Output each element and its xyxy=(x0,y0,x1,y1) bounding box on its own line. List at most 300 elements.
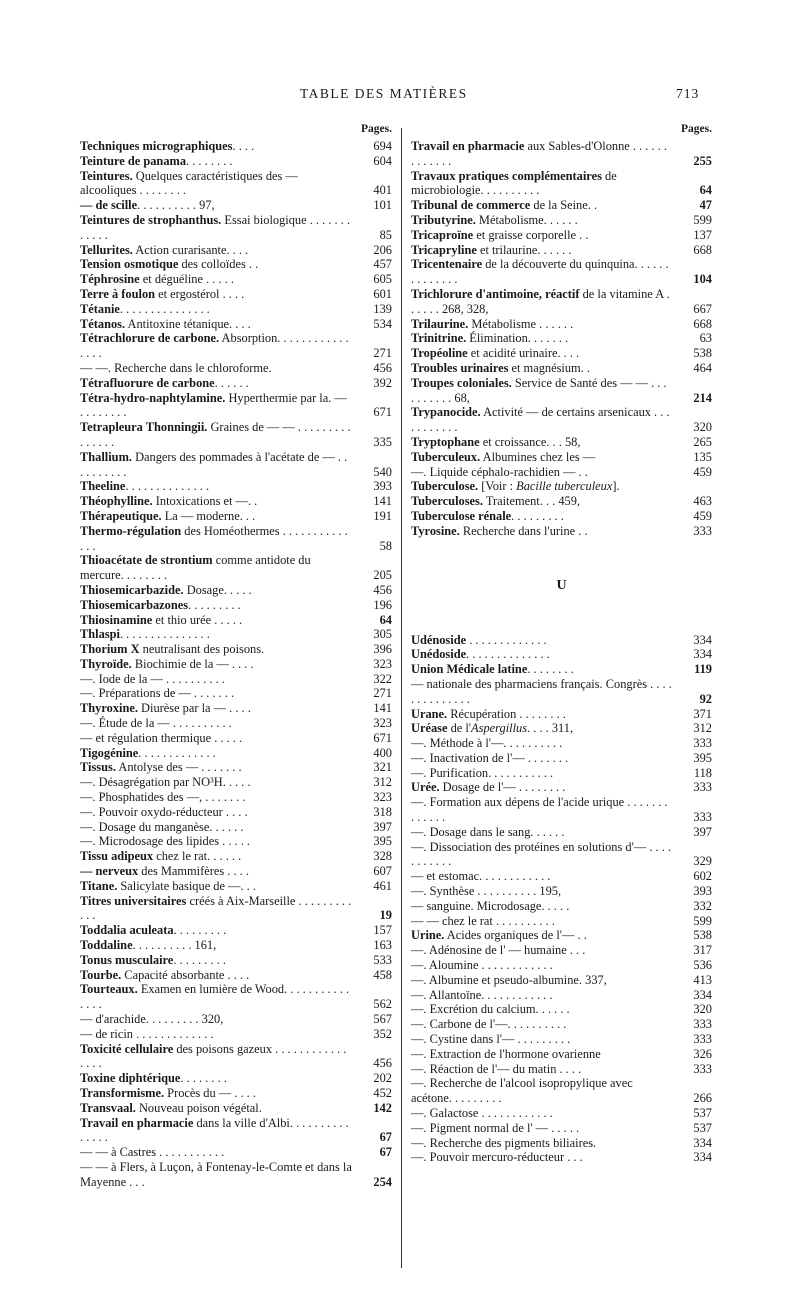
entry-pages: 135 xyxy=(693,449,712,464)
entry-text: [Voir : xyxy=(478,479,517,494)
entry-text: . . . . . . . . . . 161, xyxy=(132,938,217,953)
entry-pages: 607 xyxy=(373,864,392,879)
entry-text: et croissance. . . 58, xyxy=(479,434,581,449)
index-entry xyxy=(80,376,392,391)
entry-pages: 85 xyxy=(379,227,392,242)
entry-pages: 395 xyxy=(373,834,392,849)
entry-heading: Trinitrine. xyxy=(411,331,467,346)
entry-pages: 333 xyxy=(693,736,712,751)
index-entry xyxy=(80,627,392,642)
entry-pages: 671 xyxy=(373,730,392,745)
entry-text: Antolyse des — . . . . . . . xyxy=(115,760,242,775)
running-title: TABLE DES MATIÈRES xyxy=(300,86,468,101)
entry-heading: Tellurites. xyxy=(80,242,133,257)
index-entry xyxy=(411,721,712,736)
entry-text: Action curarisante. . . . xyxy=(132,242,249,257)
index-entry xyxy=(80,213,392,243)
entry-text: — — à Castres . . . . . . . . . . . xyxy=(80,1145,225,1160)
entry-pages: 312 xyxy=(373,775,392,790)
entry-pages: 214 xyxy=(693,390,712,405)
index-entry xyxy=(411,346,712,361)
entry-heading: Tétrachlorure de carbone. xyxy=(80,331,220,346)
entry-pages: 456 xyxy=(373,360,392,375)
entry-text: et graisse corporelle . . xyxy=(473,227,589,242)
entry-italic: Aspergillus xyxy=(471,721,528,736)
entry-text: —. Formation aux dépens de l'acide urique . . . . . . . . . . . . . xyxy=(411,795,668,825)
entry-pages: 456 xyxy=(373,1056,392,1071)
index-entry xyxy=(411,331,712,346)
index-entry xyxy=(80,583,392,598)
entry-text: . . . . . . . . . . . . . . xyxy=(125,479,210,494)
entry-text: —. Réaction de l'— du matin . . . . xyxy=(411,1061,582,1076)
entry-pages: 196 xyxy=(373,597,392,612)
index-entry xyxy=(80,864,392,879)
entry-pages: 64 xyxy=(379,612,392,627)
entry-pages: 538 xyxy=(693,346,712,361)
entry-text: Élimination. . . . . . . xyxy=(466,331,569,346)
entry-heading: Téphrosine xyxy=(80,272,140,287)
entry-text: de la découverte du quinquina. . . . . . . . . . . . . . xyxy=(411,257,669,287)
index-entry xyxy=(411,840,712,870)
entry-pages: 323 xyxy=(373,716,392,731)
entry-heading: Thiosinamine xyxy=(80,612,153,627)
entry-heading: Thlaspi xyxy=(80,627,120,642)
entry-text: et thio urée . . . . . xyxy=(152,612,243,627)
index-entry xyxy=(411,257,712,287)
entry-text: Dangers des pommades à l'acétate de — . . . . . . . . . . xyxy=(80,449,348,479)
entry-pages: 601 xyxy=(373,286,392,301)
entry-pages: 271 xyxy=(373,346,392,361)
entry-text: des Homéothermes . . . . . . . . . . . . . . xyxy=(80,523,348,553)
page-number: 713 xyxy=(676,86,700,101)
entry-text: créés à Aix-Marseille . . . . . . . . . . . . xyxy=(80,893,352,923)
entry-heading: Travail en pharmacie xyxy=(411,139,525,153)
entry-text: —. Recherche de l'alcool isopropylique avec acétone. . . . . . . . . xyxy=(411,1076,633,1106)
entry-pages: 562 xyxy=(373,997,392,1012)
entry-heading: Teintures de strophanthus. xyxy=(80,212,222,227)
entry-pages: 452 xyxy=(373,1086,392,1100)
entry-heading: Thyroxine. xyxy=(80,701,138,716)
entry-pages: 333 xyxy=(693,523,712,538)
entry-pages: 604 xyxy=(373,153,392,168)
entry-pages: 393 xyxy=(373,479,392,494)
pages-label: Pages. xyxy=(681,123,712,135)
entry-text: —. Carbone de l'—. . . . . . . . . . xyxy=(411,1017,567,1032)
entry-text: Procès du — . . . . xyxy=(164,1086,256,1100)
entry-pages: 67 xyxy=(379,1130,392,1145)
entry-pages: 47 xyxy=(699,198,712,213)
entry-heading: Troupes coloniales. xyxy=(411,375,512,390)
index-entry xyxy=(80,302,392,317)
entry-text: —. Albumine et pseudo-albumine. 337, xyxy=(411,972,607,987)
entry-heading: Trilaurine. xyxy=(411,316,469,331)
entry-pages: 141 xyxy=(373,701,392,716)
entry-heading: Toddaline xyxy=(80,938,133,953)
index-entry xyxy=(80,657,392,672)
entry-heading: Tributyrine. xyxy=(411,212,476,227)
entry-text: . . . . . . . . xyxy=(527,662,574,677)
index-entry xyxy=(80,686,392,701)
section-letter-heading: U xyxy=(556,577,567,593)
entry-pages: 317 xyxy=(693,943,712,958)
entry-text: Examen en lumière de Wood. . . . . . . . . . . . . . . xyxy=(80,982,350,1012)
entry-heading: Urine. xyxy=(411,928,445,943)
entry-text: Activité — de certains arsenicaux . . . . . . . . . . . xyxy=(411,405,670,435)
entry-text: —. Aloumine . . . . . . . . . . . . xyxy=(411,958,553,973)
index-entry xyxy=(80,982,392,1012)
entry-pages: 536 xyxy=(693,958,712,973)
entry-heading: Unédoside xyxy=(411,647,467,662)
index-entry xyxy=(80,894,392,924)
entry-heading: Travail en pharmacie xyxy=(80,1115,194,1130)
entry-text: et déguéline . . . . . xyxy=(139,272,234,287)
entry-heading: Techniques micrographiques xyxy=(80,139,233,153)
entry-text: . . . . . . . . . . 97, xyxy=(137,198,215,213)
index-entry xyxy=(80,790,392,805)
entry-pages: 142 xyxy=(373,1100,392,1115)
entry-text: — et régulation thermique . . . . . xyxy=(80,730,243,745)
entry-text: —. Synthèse . . . . . . . . . . 195, xyxy=(411,884,562,899)
index-entry xyxy=(80,598,392,613)
entry-text: chez le rat. . . . . . xyxy=(153,849,242,864)
entry-text: et magnésium. . xyxy=(508,360,590,375)
entry-text: Dosage. . . . . xyxy=(183,582,252,597)
entry-pages: 333 xyxy=(693,1017,712,1032)
entry-text: —. Allantoïne. . . . . . . . . . . . xyxy=(411,987,553,1002)
entry-heading: Tétanos. xyxy=(80,316,126,331)
index-entry xyxy=(80,243,392,258)
entry-heading: Tissu adipeux xyxy=(80,849,154,864)
index-entry xyxy=(411,1002,712,1017)
entry-pages: 352 xyxy=(373,1026,392,1041)
index-entry xyxy=(411,662,712,677)
entry-text: . . . . xyxy=(232,139,255,153)
entry-text: —. Cystine dans l'— . . . . . . . . . xyxy=(411,1032,571,1047)
entry-text: . . . . . . . . . . . . . . . xyxy=(119,301,210,316)
index-entry xyxy=(80,1145,392,1160)
entry-text: Nouveau poison végétal. xyxy=(135,1100,262,1115)
entry-heading: Tourteaux. xyxy=(80,982,138,997)
entry-heading: Udénoside xyxy=(411,632,467,647)
entry-heading: Tropéoline xyxy=(411,346,468,361)
entry-pages: 118 xyxy=(693,765,712,780)
entry-heading: Tétra-hydro-naphtylamine. xyxy=(80,390,226,405)
entry-heading: Titane. xyxy=(80,878,118,893)
index-entry xyxy=(80,672,392,687)
entry-pages: 538 xyxy=(693,928,712,943)
index-entry xyxy=(411,1017,712,1032)
entry-heading: Thérapeutique. xyxy=(80,508,162,523)
index-entry xyxy=(80,509,392,524)
entry-text: —. Dissociation des protéines en solutions d'— . . . . . . . . . . . xyxy=(411,839,672,869)
index-entry xyxy=(80,701,392,716)
index-entry xyxy=(411,213,712,228)
index-entry xyxy=(80,257,392,272)
index-entry xyxy=(411,139,712,169)
index-entry xyxy=(411,1106,712,1121)
index-entry xyxy=(80,391,392,421)
entry-heading: Tension osmotique xyxy=(80,257,179,272)
entry-heading: Toxicité cellulaire xyxy=(80,1041,174,1056)
index-entry xyxy=(80,968,392,983)
entry-text: Dosage de l'— . . . . . . . . xyxy=(439,780,566,795)
index-entry xyxy=(80,760,392,775)
entry-pages: 329 xyxy=(693,854,712,869)
entry-pages: 333 xyxy=(693,810,712,825)
entry-text: — et estomac. . . . . . . . . . . . xyxy=(411,869,551,884)
entry-text: de la vitamine A . . . . . . 268, 328, xyxy=(411,286,670,316)
entry-text: Intoxications et —. . xyxy=(152,494,258,509)
entry-text: Récupération . . . . . . . . xyxy=(447,706,566,721)
entry-text: Acides organiques de l'— . . xyxy=(444,928,587,943)
index-entry xyxy=(411,1047,712,1062)
entry-text: —. Inactivation de l'— . . . . . . . xyxy=(411,750,569,765)
index-entry xyxy=(411,405,712,435)
entry-heading: Théophylline. xyxy=(80,494,153,509)
index-entry xyxy=(411,1136,712,1151)
entry-heading: Terre à foulon xyxy=(80,286,156,301)
entry-text: —. Phosphatides des —, . . . . . . . xyxy=(80,790,246,805)
entry-heading: Thyroïde. xyxy=(80,656,132,671)
entry-text: —. Étude de la — . . . . . . . . . . xyxy=(80,716,232,731)
entry-text: —. Iode de la — . . . . . . . . . . xyxy=(80,671,225,686)
entry-pages: 668 xyxy=(693,242,712,257)
entry-pages: 333 xyxy=(693,1061,712,1076)
entry-pages: 392 xyxy=(373,375,392,390)
index-entry xyxy=(80,420,392,450)
entry-pages: 602 xyxy=(693,869,712,884)
entry-pages: 334 xyxy=(693,632,712,647)
index-entry xyxy=(411,780,712,795)
entry-heading: Tyrosine. xyxy=(411,523,460,538)
entry-pages: 19 xyxy=(379,908,392,923)
index-entry xyxy=(411,243,712,258)
entry-heading: — nerveux xyxy=(80,864,139,879)
entry-heading: Thallium. xyxy=(80,449,132,464)
index-entry xyxy=(411,450,712,465)
index-entry xyxy=(80,1012,392,1027)
entry-heading: Tuberculose rénale xyxy=(411,508,512,523)
entry-heading: Teinture de panama xyxy=(80,153,187,168)
entry-text: Traitement. . . 459, xyxy=(482,494,581,509)
entry-pages: 104 xyxy=(693,272,712,287)
entry-text: dans la ville d'Albi. . . . . . . . . . . . . . . xyxy=(80,1115,349,1145)
index-entry xyxy=(411,524,712,539)
index-entry xyxy=(411,494,712,509)
entry-text: comme antidote du mercure. . . . . . . . xyxy=(80,553,311,583)
entry-text: . . . . . . . . . . . . . xyxy=(138,745,216,760)
entry-text: et ergostérol . . . . xyxy=(155,286,245,301)
index-entry xyxy=(80,317,392,332)
index-entry xyxy=(80,805,392,820)
entry-text: — —. Recherche dans le chloroforme. xyxy=(80,360,272,375)
entry-pages: 64 xyxy=(699,183,712,198)
entry-pages: 139 xyxy=(373,301,392,316)
entry-heading: Thioacétate de strontium xyxy=(80,553,213,568)
index-entry xyxy=(411,795,712,825)
entry-heading: Tuberculoses. xyxy=(411,494,483,509)
entry-pages: 599 xyxy=(693,913,712,928)
entry-pages: 537 xyxy=(693,1106,712,1121)
entry-italic: Bacille tuberculeux xyxy=(516,479,613,494)
entry-text: . . . . . . . . . . . . . . xyxy=(466,647,550,662)
entry-text: Graines de — — . . . . . . . . . . . . . . . xyxy=(80,420,351,449)
entry-pages: 321 xyxy=(373,760,392,775)
index-entries xyxy=(411,139,712,539)
index-entry xyxy=(411,1062,712,1077)
entry-text: . . . . . . xyxy=(214,375,249,390)
entry-heading: Trypanocide. xyxy=(411,405,481,420)
entry-heading: Tourbe. xyxy=(80,967,122,982)
entry-text: . . . . . . . . . . . . . xyxy=(466,632,547,647)
index-entry xyxy=(411,766,712,781)
entry-pages: 266 xyxy=(693,1091,712,1106)
entry-pages: 461 xyxy=(373,878,392,893)
page-header xyxy=(0,86,800,108)
entry-pages: 322 xyxy=(373,671,392,686)
entry-pages: 333 xyxy=(693,1032,712,1047)
entry-heading: Tonus musculaire xyxy=(80,952,174,967)
entry-text: — sanguine. Microdosage. . . . . xyxy=(411,898,570,913)
index-entry xyxy=(411,1121,712,1136)
entry-pages: 255 xyxy=(693,153,712,168)
entry-text: . . . . . . . . . . . . . . . xyxy=(119,627,210,642)
entry-pages: 101 xyxy=(373,198,392,213)
entry-pages: 137 xyxy=(693,227,712,242)
entry-pages: 205 xyxy=(373,568,392,583)
entry-text: — — chez le rat . . . . . . . . . . xyxy=(411,913,555,928)
index-entry xyxy=(80,1086,392,1101)
entry-heading: Theeline xyxy=(80,479,126,494)
entry-pages: 254 xyxy=(373,1174,392,1189)
entry-pages: 328 xyxy=(373,849,392,864)
index-entry xyxy=(411,1032,712,1047)
index-entry xyxy=(411,677,712,707)
entry-pages: 332 xyxy=(693,898,712,913)
entry-heading: Tetrapleura Thonningii. xyxy=(80,420,208,435)
index-entry xyxy=(411,707,712,722)
entry-pages: 271 xyxy=(373,686,392,701)
index-entry xyxy=(80,716,392,731)
entry-heading: Tryptophane xyxy=(411,434,480,449)
entry-text: —. Recherche des pigments biliaires. xyxy=(411,1135,597,1150)
entry-text: —. Dosage dans le sang. . . . . . xyxy=(411,824,565,839)
index-entry xyxy=(411,376,712,406)
entry-pages: 67 xyxy=(379,1145,392,1160)
entry-pages: 334 xyxy=(693,647,712,662)
entry-pages: 63 xyxy=(699,331,712,346)
entry-pages: 318 xyxy=(373,804,392,819)
entry-pages: 163 xyxy=(373,938,392,953)
entry-pages: 326 xyxy=(693,1046,712,1061)
entry-heading: Teintures. xyxy=(80,168,133,183)
index-entry xyxy=(411,825,712,840)
entry-pages: 393 xyxy=(693,884,712,899)
index-entry xyxy=(80,820,392,835)
entry-text: —. Pigment normal de l' — . . . . . xyxy=(411,1120,580,1135)
entry-heading: Toddalia aculeata xyxy=(80,923,174,938)
entry-pages: 668 xyxy=(693,316,712,331)
index-entry xyxy=(411,169,712,199)
entry-text: Quelques caractéristiques des — alcooliques . . . . . . . . xyxy=(80,168,298,198)
index-entry xyxy=(411,287,712,317)
entry-pages: 334 xyxy=(693,1135,712,1150)
index-entry xyxy=(411,1150,712,1165)
entry-pages: 191 xyxy=(373,508,392,523)
entry-text: . . . . . . . . xyxy=(186,153,233,168)
index-entry xyxy=(80,169,392,199)
entry-text: — d'arachide. . . . . . . . . 320, xyxy=(80,1012,224,1027)
entry-heading: Thiosemicarbazide. xyxy=(80,582,184,597)
index-entry xyxy=(80,553,392,583)
entry-text: Albumines chez les — xyxy=(480,449,596,464)
entry-heading: Tricapryline xyxy=(411,242,477,257)
entry-text: —. Désagrégation par NO³H. . . . . xyxy=(80,775,251,790)
index-entry xyxy=(411,736,712,751)
entry-pages: 537 xyxy=(693,1120,712,1135)
index-entry xyxy=(411,988,712,1003)
index-entry xyxy=(80,1116,392,1146)
entry-pages: 320 xyxy=(693,420,712,435)
index-entry xyxy=(411,869,712,884)
index-entry xyxy=(80,938,392,953)
index-entry xyxy=(411,958,712,973)
index-entry xyxy=(80,331,392,361)
index-entry xyxy=(411,751,712,766)
entry-text: —. Préparations de — . . . . . . . xyxy=(80,686,235,701)
index-entries xyxy=(80,139,392,1190)
entry-text: —. Pouvoir mercuro-réducteur . . . xyxy=(411,1150,583,1165)
entry-tail: . . . . 311, xyxy=(527,721,574,736)
index-entry xyxy=(80,479,392,494)
index-entry xyxy=(80,775,392,790)
index-entry xyxy=(80,746,392,761)
index-column-left xyxy=(80,120,392,1190)
index-entry xyxy=(80,953,392,968)
entry-text: . . . . . . . . . xyxy=(188,597,241,612)
entry-pages: 534 xyxy=(373,316,392,331)
index-entry xyxy=(411,465,712,480)
entry-pages: 605 xyxy=(373,272,392,287)
entry-heading: Tuberculose. xyxy=(411,479,479,494)
entry-pages: 202 xyxy=(373,1071,392,1086)
index-entry xyxy=(80,731,392,746)
index-entry xyxy=(80,613,392,628)
entry-pages: 459 xyxy=(693,508,712,523)
entry-text: Essai biologique . . . . . . . . . . . . xyxy=(80,212,350,242)
entry-text: des poisons gazeux . . . . . . . . . . . . . . . . xyxy=(80,1041,347,1071)
entry-pages: 459 xyxy=(693,464,712,479)
index-entry xyxy=(80,1160,392,1190)
entry-pages: 265 xyxy=(693,434,712,449)
entry-text: Biochimie de la — . . . . xyxy=(131,656,254,671)
entry-heading: Tétrafluorure de carbone xyxy=(80,375,215,390)
entry-pages: 141 xyxy=(373,494,392,509)
pages-label: Pages. xyxy=(361,123,392,135)
entry-heading: Tigogénine xyxy=(80,745,139,760)
index-entry xyxy=(80,139,392,154)
entry-pages: 458 xyxy=(373,967,392,982)
entry-text: Capacité absorbante . . . . xyxy=(121,967,250,982)
index-entry xyxy=(80,879,392,894)
entry-pages: 305 xyxy=(373,627,392,642)
index-entry xyxy=(80,154,392,169)
entry-pages: 671 xyxy=(373,405,392,420)
index-entry xyxy=(80,1071,392,1086)
entry-text: —. Microdosage des lipides . . . . . xyxy=(80,834,251,849)
entry-heading: Tissus. xyxy=(80,760,116,775)
index-entry xyxy=(411,899,712,914)
